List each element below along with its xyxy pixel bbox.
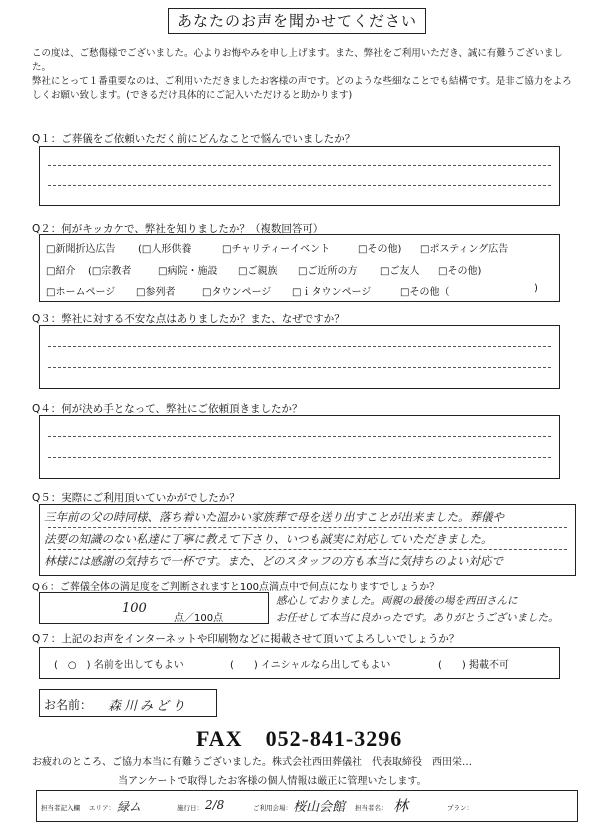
q2-opt-other1[interactable]: □その他) [358, 244, 402, 255]
q2-opt-religious[interactable]: (□宗教者 [88, 266, 132, 277]
staff-label: 担当者記入欄 [41, 804, 80, 812]
q7-label: Q７：上記のお声をインターネットや印刷物などに掲載させて頂いてよろしいでしょうか？ [32, 633, 460, 645]
intro-line-1: この度は、ご愁傷様でございました。心よりお悔やみを申し上げます。また、弊社をご利用いただき、誠に有難うございました。 [32, 48, 563, 73]
q4-label: Q４：何が決め手となって、弊社にご依頼頂きましたか？ [32, 403, 303, 415]
q2-opt-doll[interactable]: (□人形供養 [138, 244, 192, 255]
q6-comment-line-2: お任せして本当に良かったです。ありがとうございました。 [276, 612, 559, 624]
q5-answer-line-2: 法要の知識のない私達に丁寧に教えて下さり、いつも誠実に対応していただきました。 [44, 532, 493, 546]
staff-person-value: 林 [393, 797, 409, 815]
q5-label: Q５：実際にご利用頂いていかがでしたか？ [32, 492, 240, 504]
q2-opt-other3-close: ) [534, 283, 538, 294]
q4-answer-box[interactable] [39, 415, 560, 479]
form-title: あなたのお声を聞かせてください [168, 8, 426, 34]
q2-opt-itownpage[interactable]: □ｉタウンページ [292, 287, 372, 298]
q7-opt-initial-ok[interactable]: ( ) イニシャルなら出してもよい [230, 660, 391, 671]
q2-opt-posting[interactable]: □ポスティング広告 [420, 244, 509, 255]
q5-answer-box[interactable] [39, 504, 576, 576]
q2-opt-other2[interactable]: □その他) [438, 266, 482, 277]
q7-options-box [39, 647, 560, 679]
q2-opt-newspaper[interactable]: □新聞折込広告 [46, 244, 116, 255]
q2-opt-charity[interactable]: □チャリティーイベント [222, 244, 331, 255]
q7-opt-name-ok[interactable]: ( ○ ) 名前を出してもよい [54, 660, 184, 671]
q2-options-box [39, 234, 560, 302]
q6-score-unit: 点／100点 [174, 613, 224, 624]
q6-score-box[interactable] [39, 592, 269, 624]
q5-answer-line-1: 三年前の父の時同様、落ち着いた温かい家族葬で母を送り出すことが出来ました。葬儀や [44, 510, 504, 524]
staff-person-label: 担当者名： [355, 804, 388, 812]
name-value: 森川みどり [108, 699, 189, 714]
name-label: お名前： [44, 698, 93, 712]
q2-opt-referral[interactable]: □紹介 [46, 266, 76, 277]
q7-opt-no-publish[interactable]: ( ) 掲載不可 [438, 660, 509, 671]
q2-opt-attendee[interactable]: □参列者 [136, 287, 176, 298]
q6-comment-line-1: 感心しておりました。両親の最後の場を西田さんに [276, 595, 518, 607]
staff-date-value: 2/8 [205, 798, 225, 812]
q2-opt-townpage[interactable]: □タウンページ [202, 287, 272, 298]
staff-venue-label: ご利用会場： [253, 804, 292, 812]
q2-label: Q２：何がキッカケで、弊社を知りましたか？（複数回答可） [32, 223, 324, 235]
q1-answer-box[interactable] [39, 146, 560, 206]
fax-number: FAX 052-841-3296 [196, 726, 403, 751]
q2-opt-relatives[interactable]: □ご親族 [238, 266, 278, 277]
staff-venue-value: 桜山会館 [293, 800, 346, 815]
q2-opt-hospital[interactable]: □病院・施設 [158, 266, 218, 277]
q6-label: Q６：ご葬儀全体の満足度をご判断されますと100点満点中で何点になりますでしょうか？ [32, 582, 440, 593]
q3-label: Q３：弊社に対する不安な点はありましたか？また、なぜですか？ [32, 313, 345, 325]
q1-label: Q１：ご葬儀をご依頼いただく前にどんなことで悩んでいましたか？ [32, 133, 356, 145]
name-box[interactable] [39, 689, 217, 717]
staff-plan-label: プラン： [447, 804, 473, 812]
staff-area-value: 緑ム [117, 800, 142, 814]
footer-thanks: お疲れのところ、ご協力本当に有難うございました。株式会社西田葬儀社 代表取締役 西田栄… [32, 757, 472, 768]
intro-line-2: 弊社にとって１番重要なのは、ご利用いただきましたお客様の声です。どのような些細なことでも結構です。是非ご協力をよろしくお願い致します。(できるだけ具体的にご記入いただけると助かります) [32, 76, 572, 101]
q6-score: 100 [122, 601, 147, 616]
q2-opt-homepage[interactable]: □ホームページ [46, 287, 116, 298]
footer-privacy: 当アンケートで取得したお客様の個人情報は厳正に管理いたします。 [118, 776, 427, 787]
q5-answer-line-3: 林様には感謝の気持ちで一杯です。また、どのスタッフの方も本当に気持ちのよい対応で [44, 554, 503, 568]
q2-opt-other3[interactable]: □その他（ [400, 287, 450, 298]
q2-opt-friend[interactable]: □ご友人 [380, 266, 420, 277]
staff-area-label: エリア： [89, 804, 115, 812]
intro-text [32, 47, 572, 103]
staff-box [36, 790, 578, 822]
q2-opt-neighbor[interactable]: □ご近所の方 [298, 266, 358, 277]
q3-answer-box[interactable] [39, 325, 560, 389]
staff-date-label: 施行日： [177, 804, 203, 812]
